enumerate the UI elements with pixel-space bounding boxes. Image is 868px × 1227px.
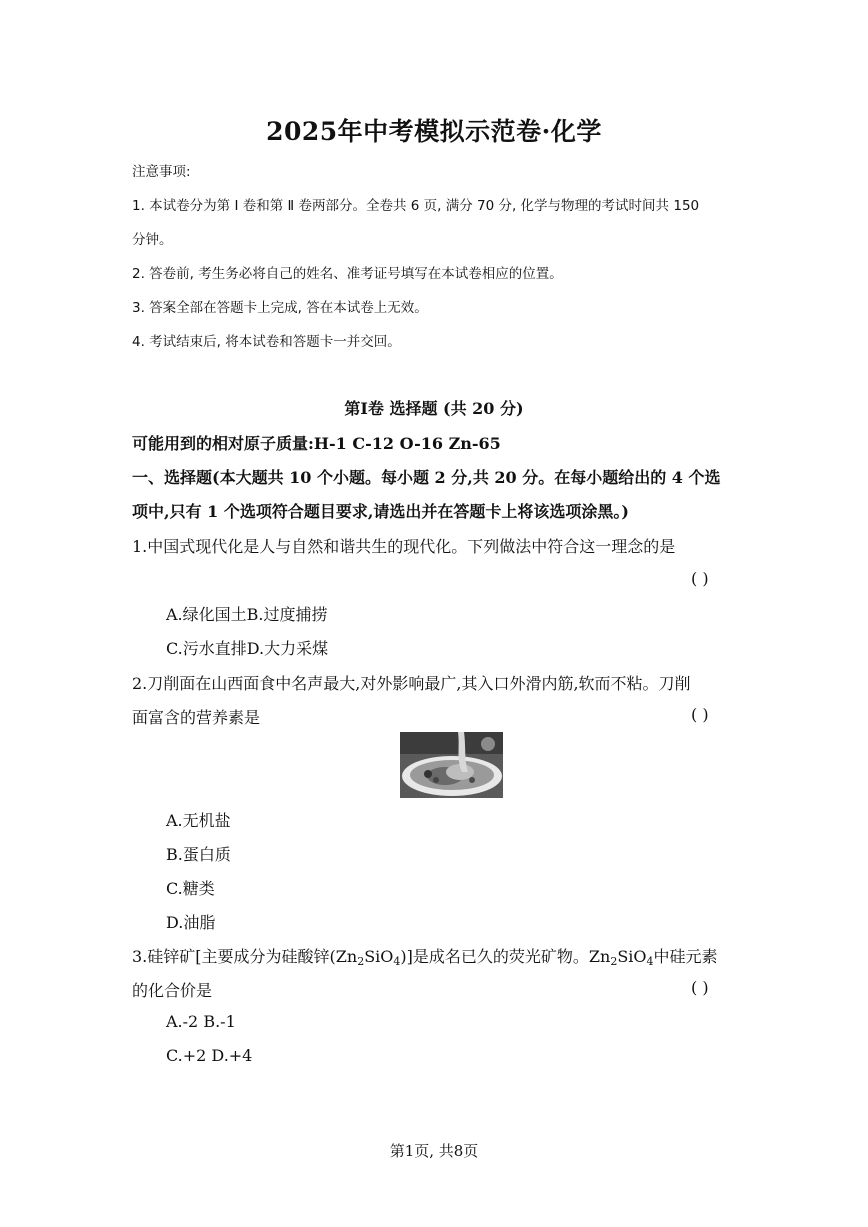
- q2-option-c: C.糖类: [166, 879, 215, 898]
- notice-heading: 注意事项:: [132, 164, 191, 180]
- q1-options-cd: C.污水直排D.大力采煤: [166, 639, 329, 658]
- notice-item-2: 2. 答卷前, 考生务必将自己的姓名、准考证号填写在本试卷相应的位置。: [132, 266, 563, 282]
- page-title: 2025年中考模拟示范卷·化学: [266, 117, 602, 146]
- notice-item-4: 4. 考试结束后, 将本试卷和答题卡一并交回。: [132, 334, 401, 350]
- notice-item-1: 1. 本试卷分为第 Ⅰ 卷和第 Ⅱ 卷两部分。全卷共 6 页, 满分 70 分, 化学与物理的考试时间共 150: [132, 198, 700, 214]
- section-title: 第Ⅰ卷 选择题 (共 20 分): [344, 399, 524, 418]
- notice-item-3: 3. 答案全部在答题卡上完成, 答在本试卷上无效。: [132, 300, 428, 316]
- q2-stem-line-2: 面富含的营养素是: [132, 708, 261, 727]
- notice-item-1-cont: 分钟。: [132, 232, 173, 248]
- atomic-masses: 可能用到的相对原子质量:H-1 C-12 O-16 Zn-65: [132, 434, 501, 453]
- q1-options-ab: A.绿化国土B.过度捕捞: [166, 605, 328, 624]
- q2-option-d: D.油脂: [166, 913, 216, 932]
- q2-stem-line-1: 2.刀削面在山西面食中名声最大,对外影响最广,其入口外滑内筋,软而不粘。刀削: [132, 674, 691, 693]
- q3-stem-line-2: 的化合价是: [132, 981, 213, 1000]
- q3-options-cd: C.+2 D.+4: [166, 1046, 253, 1065]
- part-instructions-line-2: 项中,只有 1 个选项符合题目要求,请选出并在答题卡上将该选项涂黑。): [132, 502, 629, 521]
- q3-options-ab: A.-2 B.-1: [166, 1012, 236, 1031]
- q2-option-a: A.无机盐: [166, 811, 231, 830]
- q2-answer-paren: ( ): [691, 705, 709, 724]
- q3-answer-paren: ( ): [691, 978, 709, 997]
- q2-option-b: B.蛋白质: [166, 845, 231, 864]
- page-footer: 第1页, 共8页: [389, 1142, 479, 1160]
- part-instructions-line-1: 一、选择题(本大题共 10 个小题。每小题 2 分,共 20 分。在每小题给出的 4 个选: [132, 468, 721, 487]
- q1-answer-paren: ( ): [691, 569, 709, 588]
- noodle-photo: [400, 732, 503, 798]
- q3-stem-line-1: 3.硅锌矿[主要成分为硅酸锌$(Zn_2SiO_4)$]是成名已久的荧光矿物。$Zn_2SiO_4$中硅元素: [132, 947, 718, 968]
- q1-stem: 1.中国式现代化是人与自然和谐共生的现代化。下列做法中符合这一理念的是: [132, 537, 676, 556]
